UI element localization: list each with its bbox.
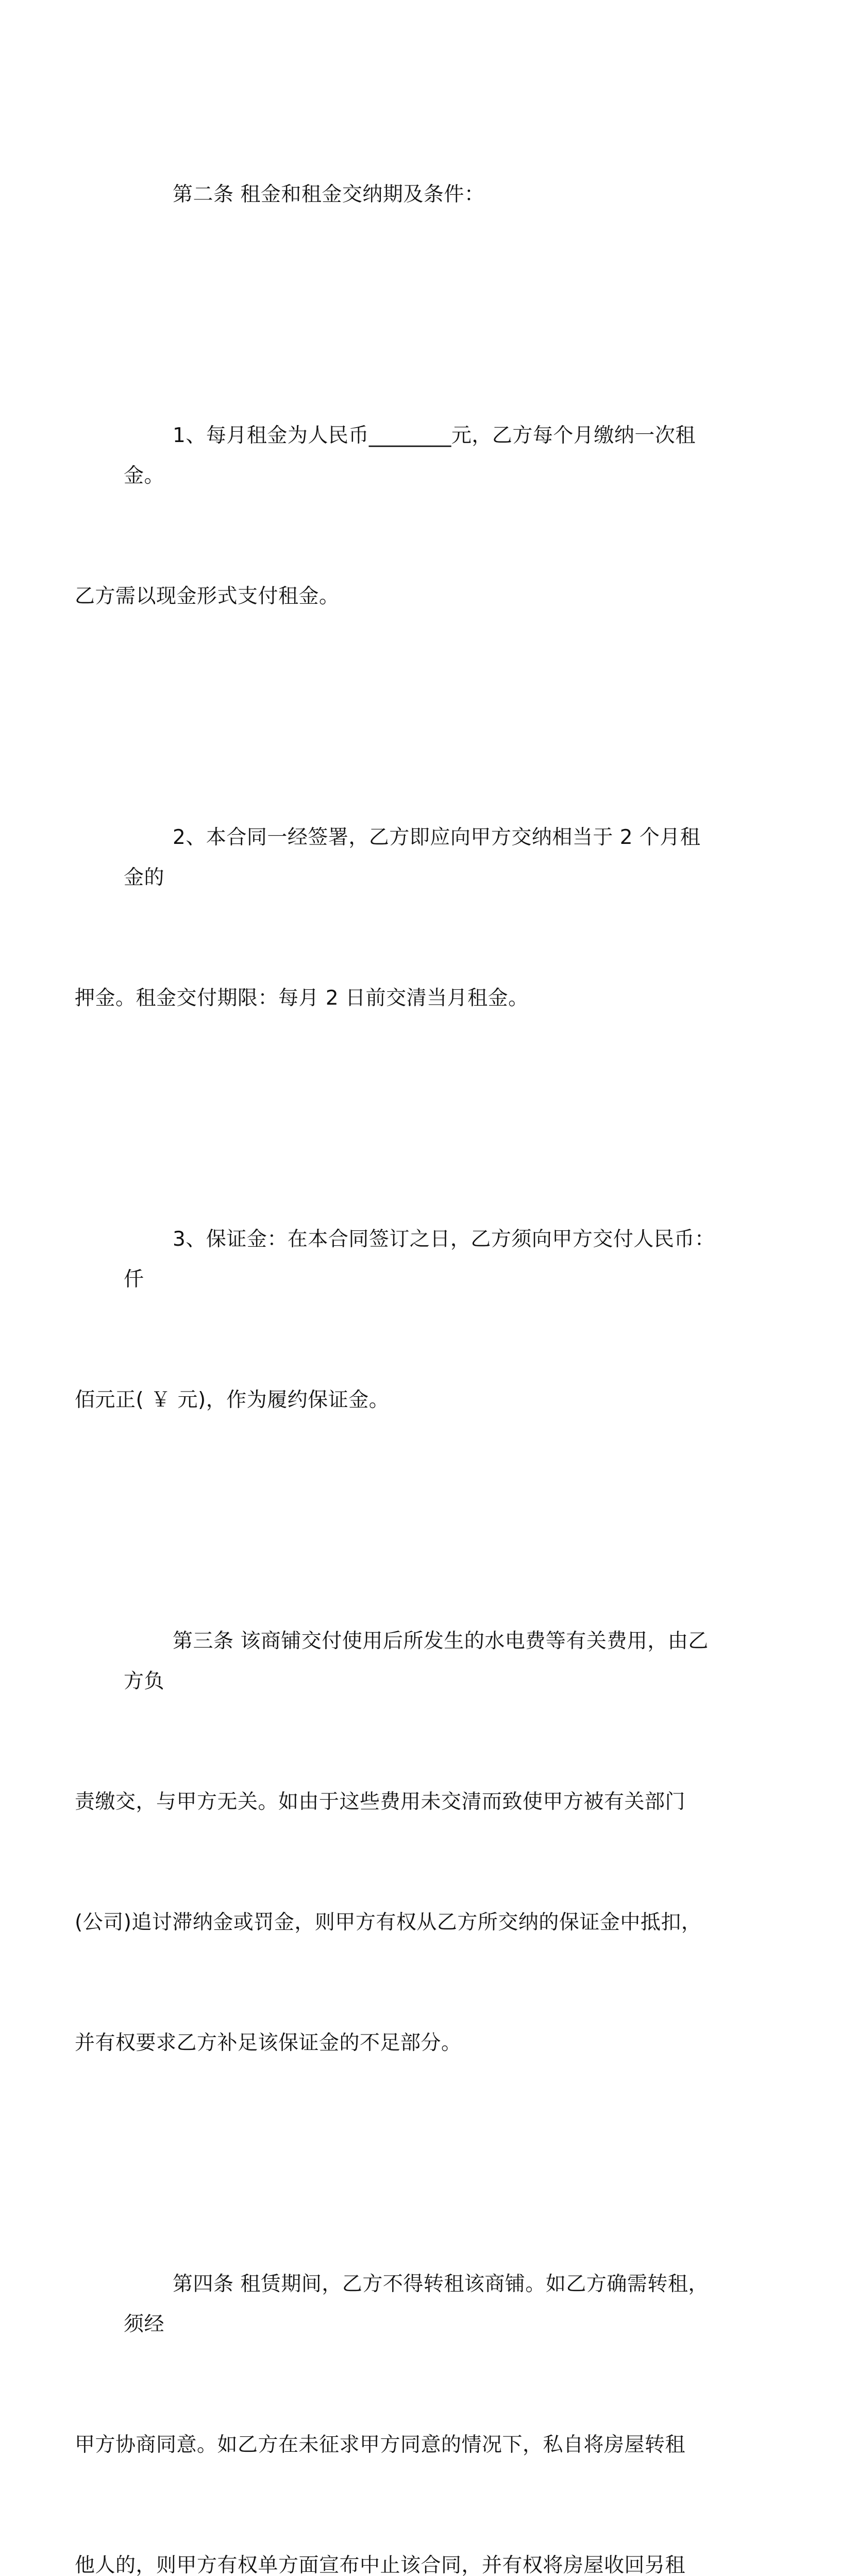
- text-line: 3、保证金：在本合同签订之日，乙方须向甲方交付人民币： 仟: [124, 1228, 722, 1291]
- text-line: 并有权要求乙方补足该保证金的不足部分。: [75, 2031, 462, 2055]
- document-body: [75, 94, 722, 2576]
- paragraph-article-2-heading: [124, 94, 716, 295]
- text-line: 第二条 租金和租金交纳期及条件：: [173, 183, 485, 206]
- text-line: 押金。租金交付期限：每月 2 日前交清当月租金。: [75, 987, 529, 1010]
- paragraph-deposit: [75, 737, 716, 1099]
- paragraph-gap: [124, 2144, 716, 2184]
- paragraph-article-3: [75, 1541, 716, 2144]
- paragraph-article-4: [75, 2184, 716, 2576]
- text-line: 甲方协商同意。如乙方在未征求甲方同意的情况下，私自将房屋转租: [75, 2433, 686, 2456]
- text-line: 责缴交，与甲方无关。如由于这些费用未交清而致使甲方被有关部门: [75, 1790, 686, 1814]
- text-line: 乙方需以现金形式支付租金。: [75, 585, 340, 608]
- paragraph-rent-amount: [75, 335, 716, 697]
- text-line: 佰元正( ￥ 元)，作为履约保证金。: [75, 1388, 390, 1412]
- text-line: 1、每月租金为人民币________元，乙方每个月缴纳一次租金。: [124, 424, 696, 487]
- paragraph-gap: [124, 697, 716, 737]
- text-line: 他人的，则甲方有权单方面宣布中止该合同，并有权将房屋收回另租: [75, 2554, 686, 2576]
- text-line: (公司)追讨滞纳金或罚金，则甲方有权从乙方所交纳的保证金中抵扣，: [75, 1911, 702, 1934]
- text-line: 第三条 该商铺交付使用后所发生的水电费等有关费用，由乙方负: [124, 1630, 709, 1693]
- paragraph-gap: [124, 1099, 716, 1139]
- paragraph-gap: [124, 295, 716, 335]
- text-line: 2、本合同一经签署，乙方即应向甲方交纳相当于 2 个月租金的: [124, 826, 701, 889]
- text-line: 第四条 租赁期间，乙方不得转租该商铺。如乙方确需转租，须经: [124, 2273, 709, 2336]
- paragraph-gap: [124, 1501, 716, 1541]
- paragraph-guarantee: [75, 1139, 722, 1501]
